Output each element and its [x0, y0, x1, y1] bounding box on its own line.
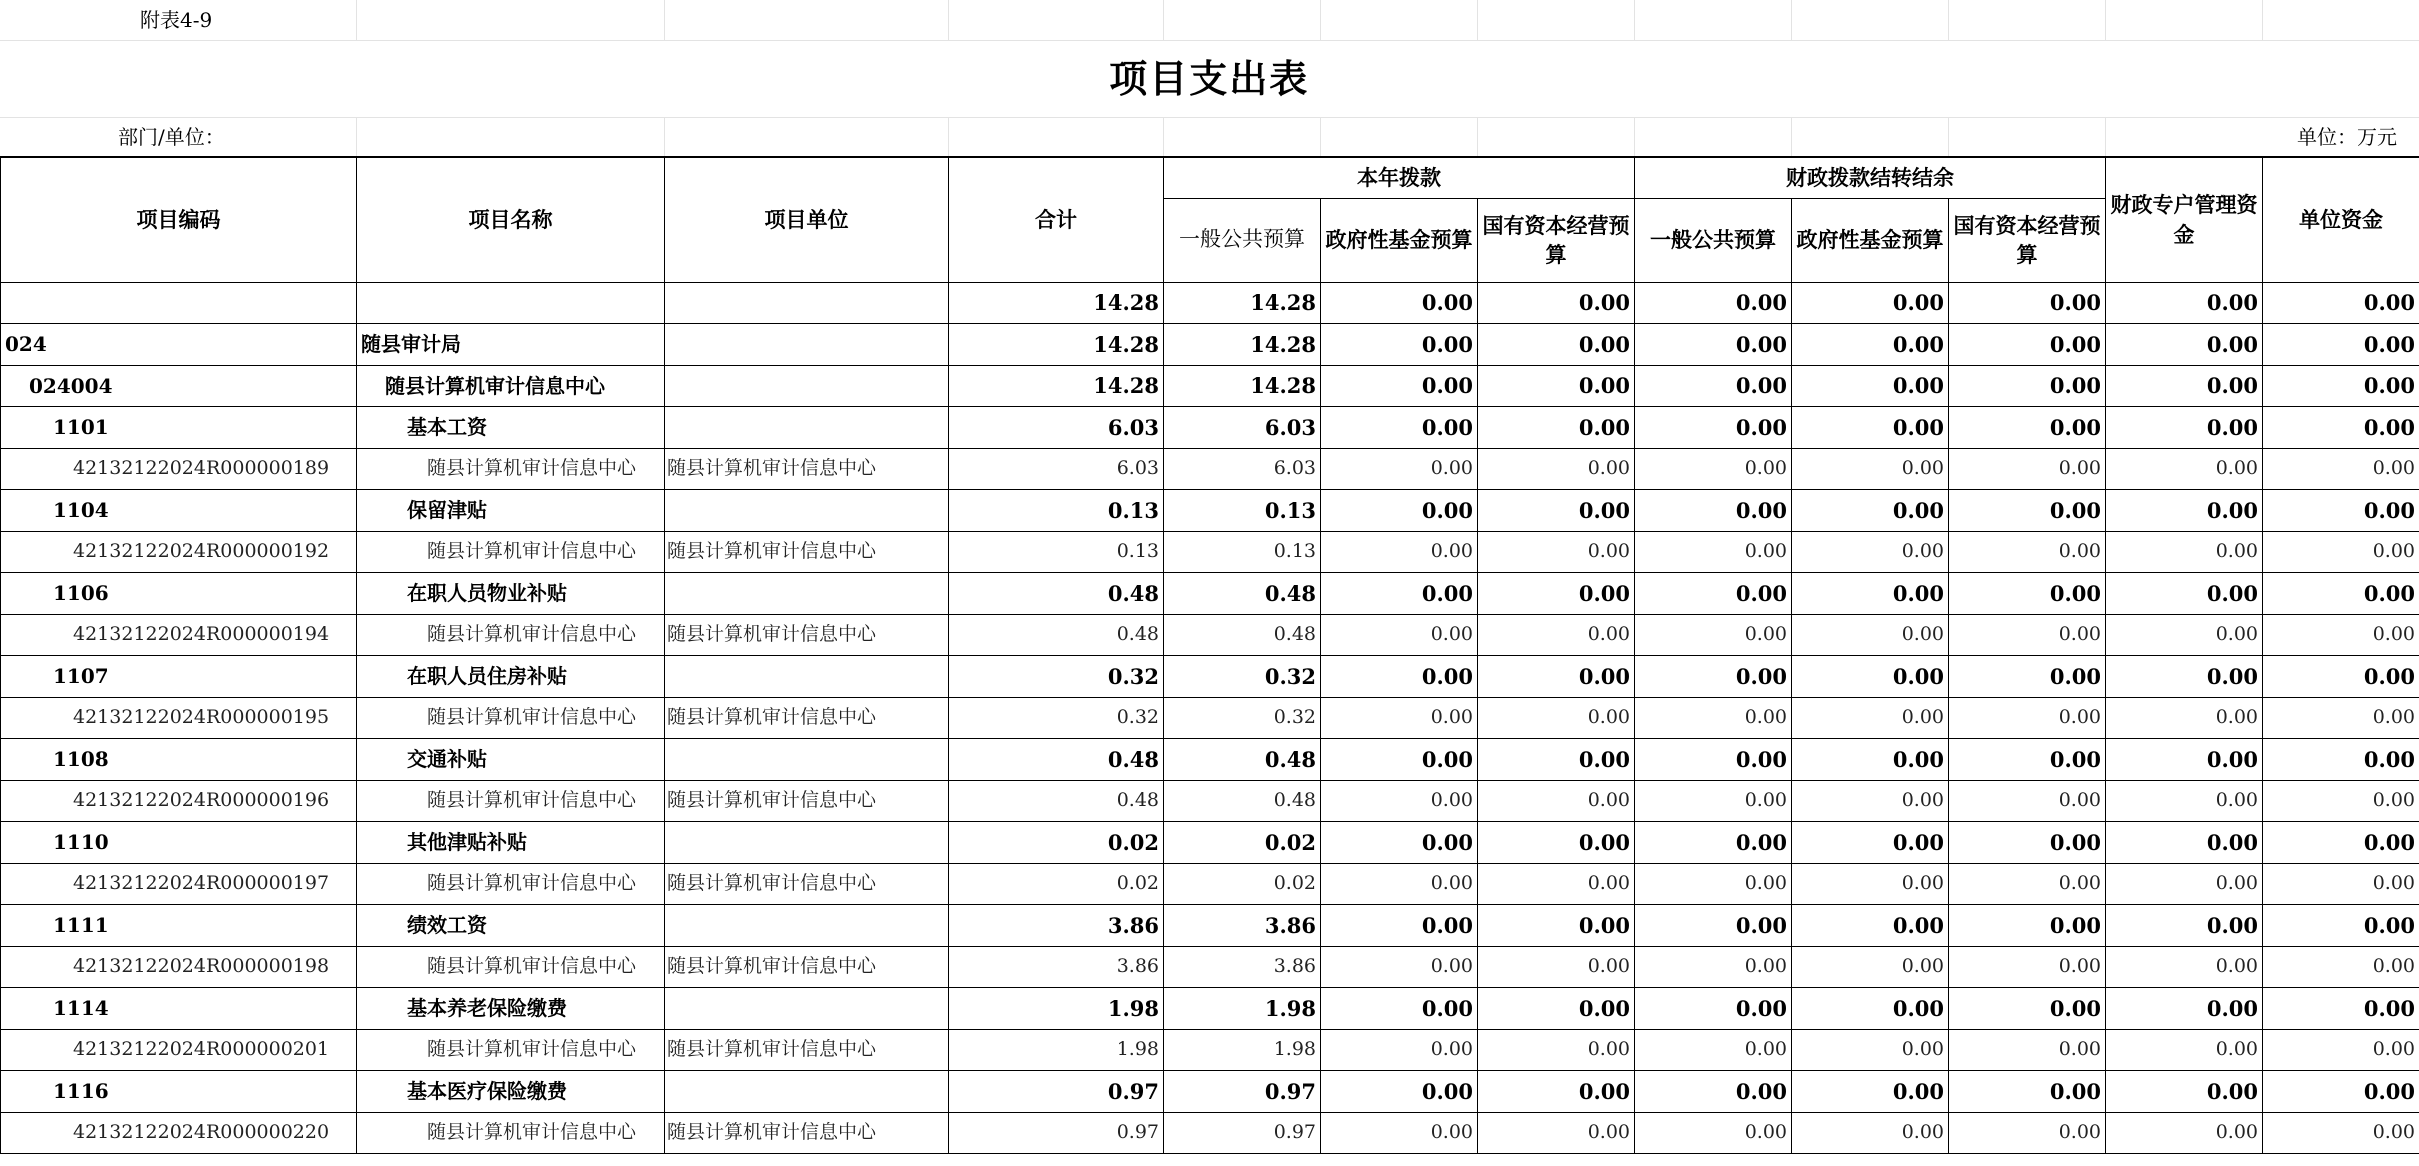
cell-code: 1111	[1, 904, 357, 946]
cell-value: 0.00	[1792, 323, 1949, 365]
cell-code: 1116	[1, 1070, 357, 1112]
cell-value: 0.00	[2263, 365, 2419, 406]
cell-value: 0.00	[2263, 863, 2419, 904]
cell-code: 1104	[1, 489, 357, 531]
cell-value: 0.00	[1635, 572, 1792, 614]
cell-value: 0.00	[2106, 655, 2263, 697]
cell-value: 0.00	[1635, 1070, 1792, 1112]
cell-value: 0.00	[1792, 697, 1949, 738]
header-carryover-state-capital: 国有资本经营预算	[1949, 198, 2106, 282]
cell-value: 0.00	[2106, 904, 2263, 946]
cell-value: 1.98	[1164, 1029, 1321, 1070]
cell-value: 0.00	[1478, 406, 1635, 448]
cell-value: 0.00	[2106, 365, 2263, 406]
cell-value: 0.00	[1478, 282, 1635, 323]
cell-value: 0.00	[1949, 489, 2106, 531]
cell-name: 随县计算机审计信息中心	[357, 365, 665, 406]
cell-value: 0.00	[1635, 365, 1792, 406]
cell-value: 1.98	[1164, 987, 1321, 1029]
cell-value: 0.32	[949, 655, 1164, 697]
cell-name: 基本医疗保险缴费	[357, 1070, 665, 1112]
cell-value: 0.48	[949, 738, 1164, 780]
table-row	[1, 1029, 2419, 1070]
cell-unit	[665, 406, 949, 448]
cell-value: 0.00	[2106, 531, 2263, 572]
cell-unit: 随县计算机审计信息中心	[665, 863, 949, 904]
cell-value: 0.32	[1164, 697, 1321, 738]
cell-value: 0.00	[1635, 489, 1792, 531]
cell-value: 14.28	[949, 323, 1164, 365]
cell-name: 在职人员住房补贴	[357, 655, 665, 697]
cell-value: 0.00	[1949, 738, 2106, 780]
table-row	[1, 572, 2419, 614]
cell-unit: 随县计算机审计信息中心	[665, 448, 949, 489]
cell-value: 0.02	[949, 821, 1164, 863]
cell-name: 随县计算机审计信息中心	[357, 531, 665, 572]
cell-value: 0.00	[1635, 614, 1792, 655]
cell-name: 交通补贴	[357, 738, 665, 780]
cell-value: 0.00	[1321, 1112, 1478, 1153]
header-unit: 项目单位	[665, 157, 949, 282]
cell-value: 3.86	[949, 904, 1164, 946]
header-code: 项目编码	[1, 157, 357, 282]
cell-value: 0.00	[2106, 987, 2263, 1029]
cell-value: 0.00	[2106, 1070, 2263, 1112]
table-row	[1, 821, 2419, 863]
cell-unit	[665, 1070, 949, 1112]
cell-unit: 随县计算机审计信息中心	[665, 946, 949, 987]
cell-value: 3.86	[949, 946, 1164, 987]
cell-name: 保留津贴	[357, 489, 665, 531]
cell-value: 0.00	[1635, 821, 1792, 863]
cell-value: 0.00	[1478, 904, 1635, 946]
cell-name: 基本工资	[357, 406, 665, 448]
cell-value: 0.00	[2106, 1029, 2263, 1070]
cell-value: 0.00	[1635, 406, 1792, 448]
cell-value: 0.00	[2263, 1070, 2419, 1112]
cell-value: 0.00	[2263, 614, 2419, 655]
table-row	[1, 323, 2419, 365]
cell-value: 0.00	[1321, 365, 1478, 406]
cell-value: 0.02	[1164, 863, 1321, 904]
cell-value: 14.28	[1164, 323, 1321, 365]
cell-value: 0.00	[2106, 572, 2263, 614]
cell-value: 0.13	[949, 531, 1164, 572]
cell-value: 0.00	[1635, 697, 1792, 738]
cell-value: 0.00	[1321, 614, 1478, 655]
header-carryover: 财政拨款结转结余	[1635, 157, 2106, 198]
cell-value: 3.86	[1164, 946, 1321, 987]
cell-value: 1.98	[949, 987, 1164, 1029]
table-row	[1, 904, 2419, 946]
cell-value: 0.48	[949, 780, 1164, 821]
sheet-label: 附表4-9	[0, 0, 356, 40]
cell-value: 0.00	[2263, 531, 2419, 572]
cell-value: 0.00	[2263, 282, 2419, 323]
cell-value: 0.00	[1478, 448, 1635, 489]
cell-value: 0.00	[2263, 1029, 2419, 1070]
cell-value: 0.00	[1478, 1029, 1635, 1070]
table-row	[1, 863, 2419, 904]
cell-unit	[665, 489, 949, 531]
cell-value: 0.00	[2106, 946, 2263, 987]
cell-value: 0.00	[1321, 323, 1478, 365]
header-carryover-gov-fund: 政府性基金预算	[1792, 198, 1949, 282]
cell-value: 0.00	[1949, 1029, 2106, 1070]
cell-value: 0.00	[1792, 365, 1949, 406]
cell-value: 0.00	[1949, 780, 2106, 821]
cell-code: 42132122024R000000189	[1, 448, 357, 489]
cell-value: 0.00	[1321, 572, 1478, 614]
cell-value: 0.00	[1949, 946, 2106, 987]
header-unit-fund: 单位资金	[2263, 157, 2419, 282]
cell-value: 0.97	[949, 1112, 1164, 1153]
cell-value: 0.00	[1321, 697, 1478, 738]
cell-value: 0.00	[1635, 738, 1792, 780]
cell-value: 0.00	[1478, 780, 1635, 821]
table-row	[1, 282, 2419, 323]
sheet-header-area	[0, 0, 2419, 157]
cell-code: 024004	[1, 365, 357, 406]
cell-value: 3.86	[1164, 904, 1321, 946]
cell-name: 随县审计局	[357, 323, 665, 365]
cell-value: 0.00	[1792, 572, 1949, 614]
cell-value: 0.00	[1321, 282, 1478, 323]
cell-value: 0.00	[1635, 904, 1792, 946]
cell-value: 0.00	[2263, 448, 2419, 489]
cell-value: 0.00	[1949, 448, 2106, 489]
cell-value: 0.00	[1792, 780, 1949, 821]
cell-value: 0.00	[2106, 1112, 2263, 1153]
cell-value: 0.00	[1321, 448, 1478, 489]
cell-value: 0.00	[1792, 946, 1949, 987]
cell-unit: 随县计算机审计信息中心	[665, 1112, 949, 1153]
cell-value: 0.00	[1478, 821, 1635, 863]
cell-value: 0.13	[949, 489, 1164, 531]
cell-value: 0.32	[949, 697, 1164, 738]
table-row	[1, 655, 2419, 697]
cell-value: 14.28	[1164, 282, 1321, 323]
cell-value: 0.00	[1478, 987, 1635, 1029]
cell-value: 0.00	[1478, 863, 1635, 904]
cell-value: 0.00	[1792, 904, 1949, 946]
cell-value: 0.48	[1164, 738, 1321, 780]
cell-value: 0.00	[1949, 655, 2106, 697]
cell-name: 随县计算机审计信息中心	[357, 780, 665, 821]
table-row	[1, 697, 2419, 738]
cell-code: 42132122024R000000195	[1, 697, 357, 738]
cell-value: 0.00	[1949, 1112, 2106, 1153]
table-row	[1, 614, 2419, 655]
cell-value: 0.00	[1949, 863, 2106, 904]
cell-name: 随县计算机审计信息中心	[357, 1112, 665, 1153]
table-row	[1, 1112, 2419, 1153]
cell-value: 0.00	[1949, 531, 2106, 572]
cell-code: 42132122024R000000196	[1, 780, 357, 821]
cell-value: 0.00	[1478, 697, 1635, 738]
cell-value: 14.28	[1164, 365, 1321, 406]
table-row	[1, 365, 2419, 406]
cell-code: 1114	[1, 987, 357, 1029]
cell-value: 0.00	[1321, 863, 1478, 904]
table-row	[1, 780, 2419, 821]
cell-value: 0.00	[2263, 323, 2419, 365]
cell-unit	[665, 323, 949, 365]
cell-unit: 随县计算机审计信息中心	[665, 780, 949, 821]
cell-value: 0.00	[2263, 904, 2419, 946]
cell-value: 0.00	[1321, 738, 1478, 780]
table-row	[1, 1070, 2419, 1112]
department-label: 部门/单位：	[0, 117, 356, 156]
cell-value: 0.00	[1321, 987, 1478, 1029]
cell-value: 0.00	[1635, 1112, 1792, 1153]
cell-value: 0.00	[1949, 697, 2106, 738]
cell-name: 随县计算机审计信息中心	[357, 946, 665, 987]
cell-value: 0.00	[1792, 987, 1949, 1029]
header-special-fund: 财政专户管理资金	[2106, 157, 2263, 282]
cell-value: 0.00	[1949, 904, 2106, 946]
cell-name	[357, 282, 665, 323]
cell-value: 0.48	[1164, 614, 1321, 655]
cell-code: 42132122024R000000192	[1, 531, 357, 572]
cell-code: 1101	[1, 406, 357, 448]
cell-name: 随县计算机审计信息中心	[357, 1029, 665, 1070]
cell-value: 0.00	[1949, 406, 2106, 448]
cell-value: 0.00	[1792, 821, 1949, 863]
cell-name: 在职人员物业补贴	[357, 572, 665, 614]
header-gov-fund: 政府性基金预算	[1321, 198, 1478, 282]
cell-value: 0.00	[1949, 987, 2106, 1029]
cell-value: 0.48	[1164, 572, 1321, 614]
cell-code: 42132122024R000000197	[1, 863, 357, 904]
header-name: 项目名称	[357, 157, 665, 282]
cell-unit: 随县计算机审计信息中心	[665, 614, 949, 655]
cell-value: 0.00	[1478, 655, 1635, 697]
cell-value: 0.00	[1635, 987, 1792, 1029]
cell-value: 0.00	[2106, 863, 2263, 904]
cell-value: 0.00	[1321, 946, 1478, 987]
cell-value: 0.00	[1792, 614, 1949, 655]
cell-value: 0.00	[1792, 1029, 1949, 1070]
cell-value: 0.00	[1478, 738, 1635, 780]
cell-value: 0.00	[2263, 987, 2419, 1029]
cell-value: 0.00	[1792, 282, 1949, 323]
cell-unit	[665, 282, 949, 323]
cell-value: 0.00	[2106, 738, 2263, 780]
cell-name: 随县计算机审计信息中心	[357, 697, 665, 738]
cell-value: 0.00	[1478, 489, 1635, 531]
cell-value: 0.00	[1321, 531, 1478, 572]
page-title: 项目支出表	[0, 40, 2419, 117]
cell-value: 0.00	[1478, 614, 1635, 655]
cell-name: 随县计算机审计信息中心	[357, 614, 665, 655]
cell-value: 14.28	[949, 365, 1164, 406]
cell-unit	[665, 821, 949, 863]
header-current-year: 本年拨款	[1164, 157, 1635, 198]
cell-value: 0.00	[1792, 1112, 1949, 1153]
cell-value: 0.00	[1321, 406, 1478, 448]
cell-value: 0.00	[1321, 489, 1478, 531]
cell-value: 0.00	[2263, 946, 2419, 987]
cell-value: 0.32	[1164, 655, 1321, 697]
cell-value: 0.00	[2263, 1112, 2419, 1153]
cell-value: 0.00	[2263, 738, 2419, 780]
cell-value: 0.00	[1321, 1070, 1478, 1112]
cell-code: 1106	[1, 572, 357, 614]
cell-value: 0.02	[949, 863, 1164, 904]
cell-value: 0.00	[1792, 406, 1949, 448]
cell-unit	[665, 365, 949, 406]
cell-value: 0.00	[1321, 904, 1478, 946]
header-state-capital: 国有资本经营预算	[1478, 198, 1635, 282]
cell-name: 随县计算机审计信息中心	[357, 863, 665, 904]
cell-code: 42132122024R000000194	[1, 614, 357, 655]
cell-value: 0.00	[1635, 780, 1792, 821]
cell-value: 0.00	[2106, 697, 2263, 738]
cell-unit	[665, 655, 949, 697]
cell-value: 0.00	[2106, 406, 2263, 448]
cell-value: 0.02	[1164, 821, 1321, 863]
cell-value: 0.00	[1792, 738, 1949, 780]
cell-value: 6.03	[949, 406, 1164, 448]
cell-value: 0.00	[1949, 365, 2106, 406]
cell-value: 0.13	[1164, 531, 1321, 572]
cell-unit	[665, 738, 949, 780]
cell-code: 42132122024R000000201	[1, 1029, 357, 1070]
cell-name: 绩效工资	[357, 904, 665, 946]
cell-value: 0.00	[1478, 946, 1635, 987]
cell-value: 0.48	[949, 614, 1164, 655]
cell-value: 0.00	[1792, 531, 1949, 572]
unit-label: 单位：万元	[2105, 117, 2419, 156]
table-row	[1, 448, 2419, 489]
cell-value: 0.00	[1635, 655, 1792, 697]
cell-value: 0.00	[2263, 780, 2419, 821]
cell-value: 0.00	[1635, 448, 1792, 489]
cell-value: 6.03	[949, 448, 1164, 489]
cell-value: 0.00	[2263, 821, 2419, 863]
cell-unit: 随县计算机审计信息中心	[665, 531, 949, 572]
table-row	[1, 406, 2419, 448]
cell-value: 6.03	[1164, 406, 1321, 448]
cell-value: 0.00	[1635, 946, 1792, 987]
cell-value: 0.00	[1321, 655, 1478, 697]
cell-unit: 随县计算机审计信息中心	[665, 1029, 949, 1070]
cell-value: 0.48	[1164, 780, 1321, 821]
cell-unit	[665, 572, 949, 614]
table-row	[1, 489, 2419, 531]
cell-value: 0.00	[1635, 863, 1792, 904]
cell-value: 0.48	[949, 572, 1164, 614]
cell-name: 随县计算机审计信息中心	[357, 448, 665, 489]
cell-name: 其他津贴补贴	[357, 821, 665, 863]
cell-code: 1108	[1, 738, 357, 780]
header-carryover-general-budget: 一般公共预算	[1635, 198, 1792, 282]
cell-value: 0.00	[1635, 282, 1792, 323]
cell-value: 0.00	[1321, 1029, 1478, 1070]
cell-value: 0.00	[1635, 1029, 1792, 1070]
cell-code: 42132122024R000000198	[1, 946, 357, 987]
cell-code: 024	[1, 323, 357, 365]
cell-value: 0.00	[2263, 572, 2419, 614]
cell-value: 6.03	[1164, 448, 1321, 489]
cell-value: 0.00	[1792, 448, 1949, 489]
header-general-budget: 一般公共预算	[1164, 198, 1321, 282]
cell-code	[1, 282, 357, 323]
cell-value: 0.00	[2263, 655, 2419, 697]
cell-value: 1.98	[949, 1029, 1164, 1070]
cell-value: 0.00	[2106, 780, 2263, 821]
cell-value: 0.00	[2106, 448, 2263, 489]
cell-unit	[665, 904, 949, 946]
cell-value: 0.00	[1321, 780, 1478, 821]
cell-value: 0.00	[1949, 282, 2106, 323]
cell-value: 0.00	[2263, 489, 2419, 531]
cell-value: 0.00	[1478, 323, 1635, 365]
table-row	[1, 738, 2419, 780]
cell-value: 0.00	[2106, 323, 2263, 365]
cell-value: 0.00	[1321, 821, 1478, 863]
cell-code: 1110	[1, 821, 357, 863]
cell-value: 0.97	[1164, 1112, 1321, 1153]
cell-value: 0.00	[1792, 863, 1949, 904]
table-row	[1, 531, 2419, 572]
cell-value: 0.00	[2106, 282, 2263, 323]
cell-code: 1107	[1, 655, 357, 697]
cell-unit: 随县计算机审计信息中心	[665, 697, 949, 738]
header-total: 合计	[949, 157, 1164, 282]
cell-value: 0.97	[1164, 1070, 1321, 1112]
cell-value: 0.00	[1949, 614, 2106, 655]
cell-value: 0.00	[1478, 365, 1635, 406]
cell-value: 0.00	[1478, 1070, 1635, 1112]
table-row	[1, 987, 2419, 1029]
cell-value: 0.00	[1635, 323, 1792, 365]
cell-value: 0.00	[1792, 655, 1949, 697]
cell-value: 0.00	[1478, 531, 1635, 572]
cell-value: 0.00	[1949, 1070, 2106, 1112]
cell-value: 0.00	[2106, 614, 2263, 655]
cell-value: 0.00	[1478, 1112, 1635, 1153]
cell-value: 0.00	[1949, 572, 2106, 614]
cell-value: 0.00	[2263, 406, 2419, 448]
cell-unit	[665, 987, 949, 1029]
cell-value: 0.00	[2106, 821, 2263, 863]
cell-value: 0.00	[1478, 572, 1635, 614]
cell-value: 0.00	[1635, 531, 1792, 572]
cell-value: 0.00	[2106, 489, 2263, 531]
cell-name: 基本养老保险缴费	[357, 987, 665, 1029]
cell-value: 0.00	[1949, 323, 2106, 365]
cell-value: 0.00	[1949, 821, 2106, 863]
expenditure-table	[0, 157, 2419, 1154]
cell-value: 0.97	[949, 1070, 1164, 1112]
table-body	[1, 282, 2419, 1153]
cell-value: 0.00	[2263, 697, 2419, 738]
cell-value: 0.13	[1164, 489, 1321, 531]
cell-code: 42132122024R000000220	[1, 1112, 357, 1153]
cell-value: 14.28	[949, 282, 1164, 323]
cell-value: 0.00	[1792, 1070, 1949, 1112]
cell-value: 0.00	[1792, 489, 1949, 531]
table-row	[1, 946, 2419, 987]
